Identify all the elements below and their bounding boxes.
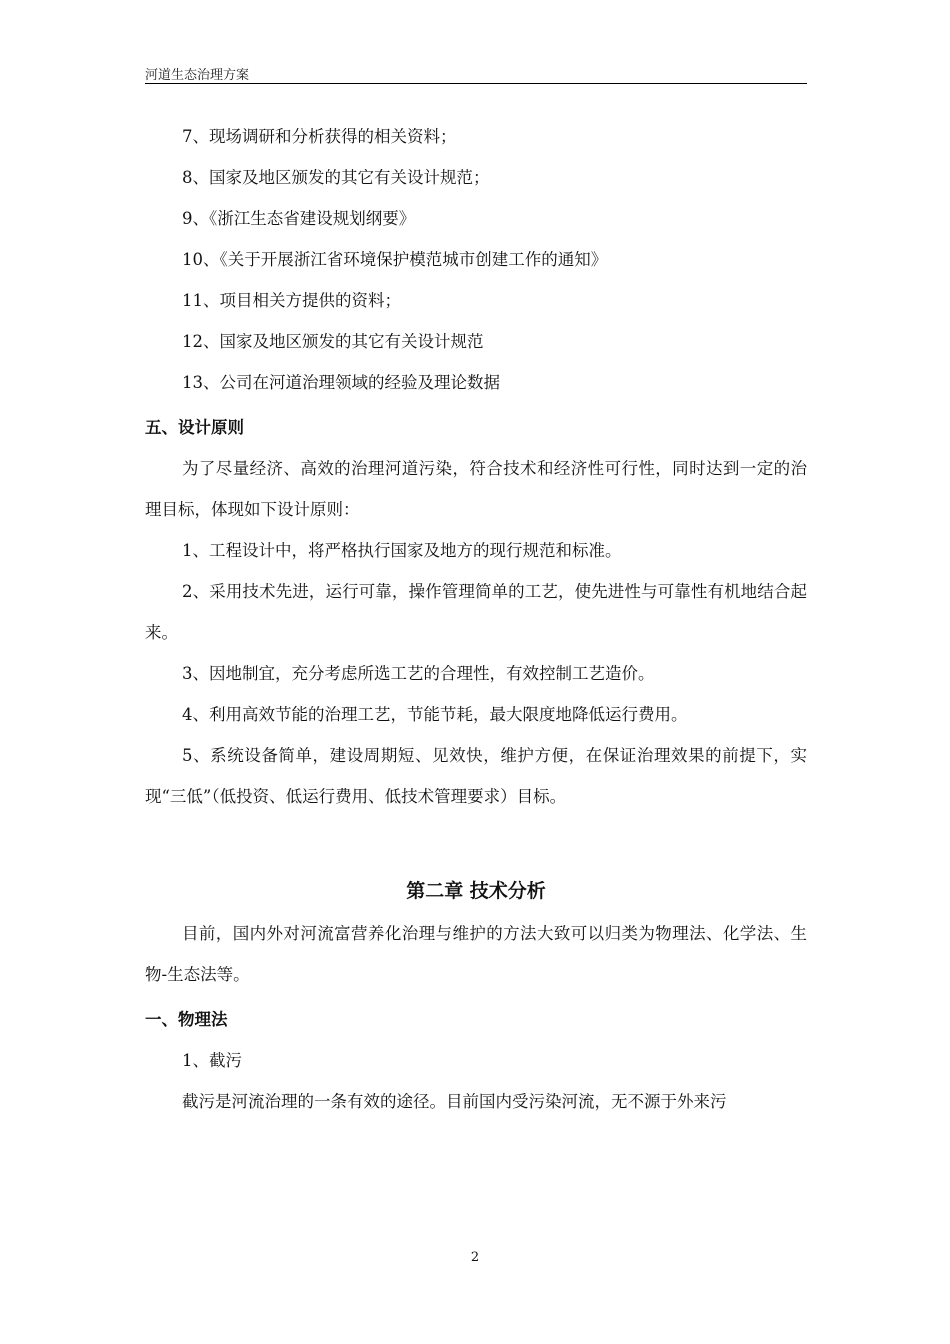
page-number: 2 bbox=[470, 1250, 480, 1265]
ref-item-13: 13、公司在河道治理领域的经验及理论数据 bbox=[182, 373, 500, 392]
principle-item-3: 3、因地制宜，充分考虑所选工艺的合理性，有效控制工艺造价。 bbox=[182, 664, 655, 683]
interception-paragraph: 截污是河流治理的一条有效的途径。目前国内受污染河流，无不源于外来污 bbox=[182, 1092, 727, 1111]
principle-item-2: 2、采用技术先进，运行可靠，操作管理简单的工艺，使先进性与可靠性有机地结合起来。 bbox=[145, 582, 807, 642]
ref-item-10: 10、《关于开展浙江省环境保护模范城市创建工作的通知》 bbox=[182, 250, 608, 269]
header-divider bbox=[145, 83, 807, 84]
design-principles-intro: 为了尽量经济、高效的治理河道污染，符合技术和经济性可行性，同时达到一定的治理目标，体现如下设计原则： bbox=[145, 459, 807, 519]
principle-item-4: 4、利用高效节能的治理工艺，节能节耗，最大限度地降低运行费用。 bbox=[182, 705, 688, 724]
running-header: 河道生态治理方案 bbox=[145, 68, 250, 83]
ref-item-7: 7、现场调研和分析获得的相关资料； bbox=[182, 127, 457, 146]
chapter-intro: 目前，国内外对河流富营养化治理与维护的方法大致可以归类为物理法、化学法、生物-生态法等。 bbox=[145, 924, 807, 984]
chapter-title: 第二章 技术分析 bbox=[406, 880, 546, 902]
principle-item-1: 1、工程设计中，将严格执行国家及地方的现行规范和标准。 bbox=[182, 541, 622, 560]
principle-item-5: 5、系统设备简单，建设周期短、见效快，维护方便，在保证治理效果的前提下，实现“三低”（低投资、低运行费用、低技术管理要求）目标。 bbox=[145, 746, 807, 806]
section-heading-physical-method: 一、物理法 bbox=[145, 1010, 228, 1029]
subsection-interception: 1、截污 bbox=[182, 1051, 242, 1070]
ref-item-11: 11、项目相关方提供的资料； bbox=[182, 291, 401, 310]
page-body bbox=[145, 116, 807, 1122]
section-heading-design-principles: 五、设计原则 bbox=[145, 418, 244, 437]
ref-item-9: 9、《浙江生态省建设规划纲要》 bbox=[182, 209, 416, 228]
ref-item-12: 12、国家及地区颁发的其它有关设计规范 bbox=[182, 332, 484, 351]
ref-item-8: 8、国家及地区颁发的其它有关设计规范； bbox=[182, 168, 490, 187]
